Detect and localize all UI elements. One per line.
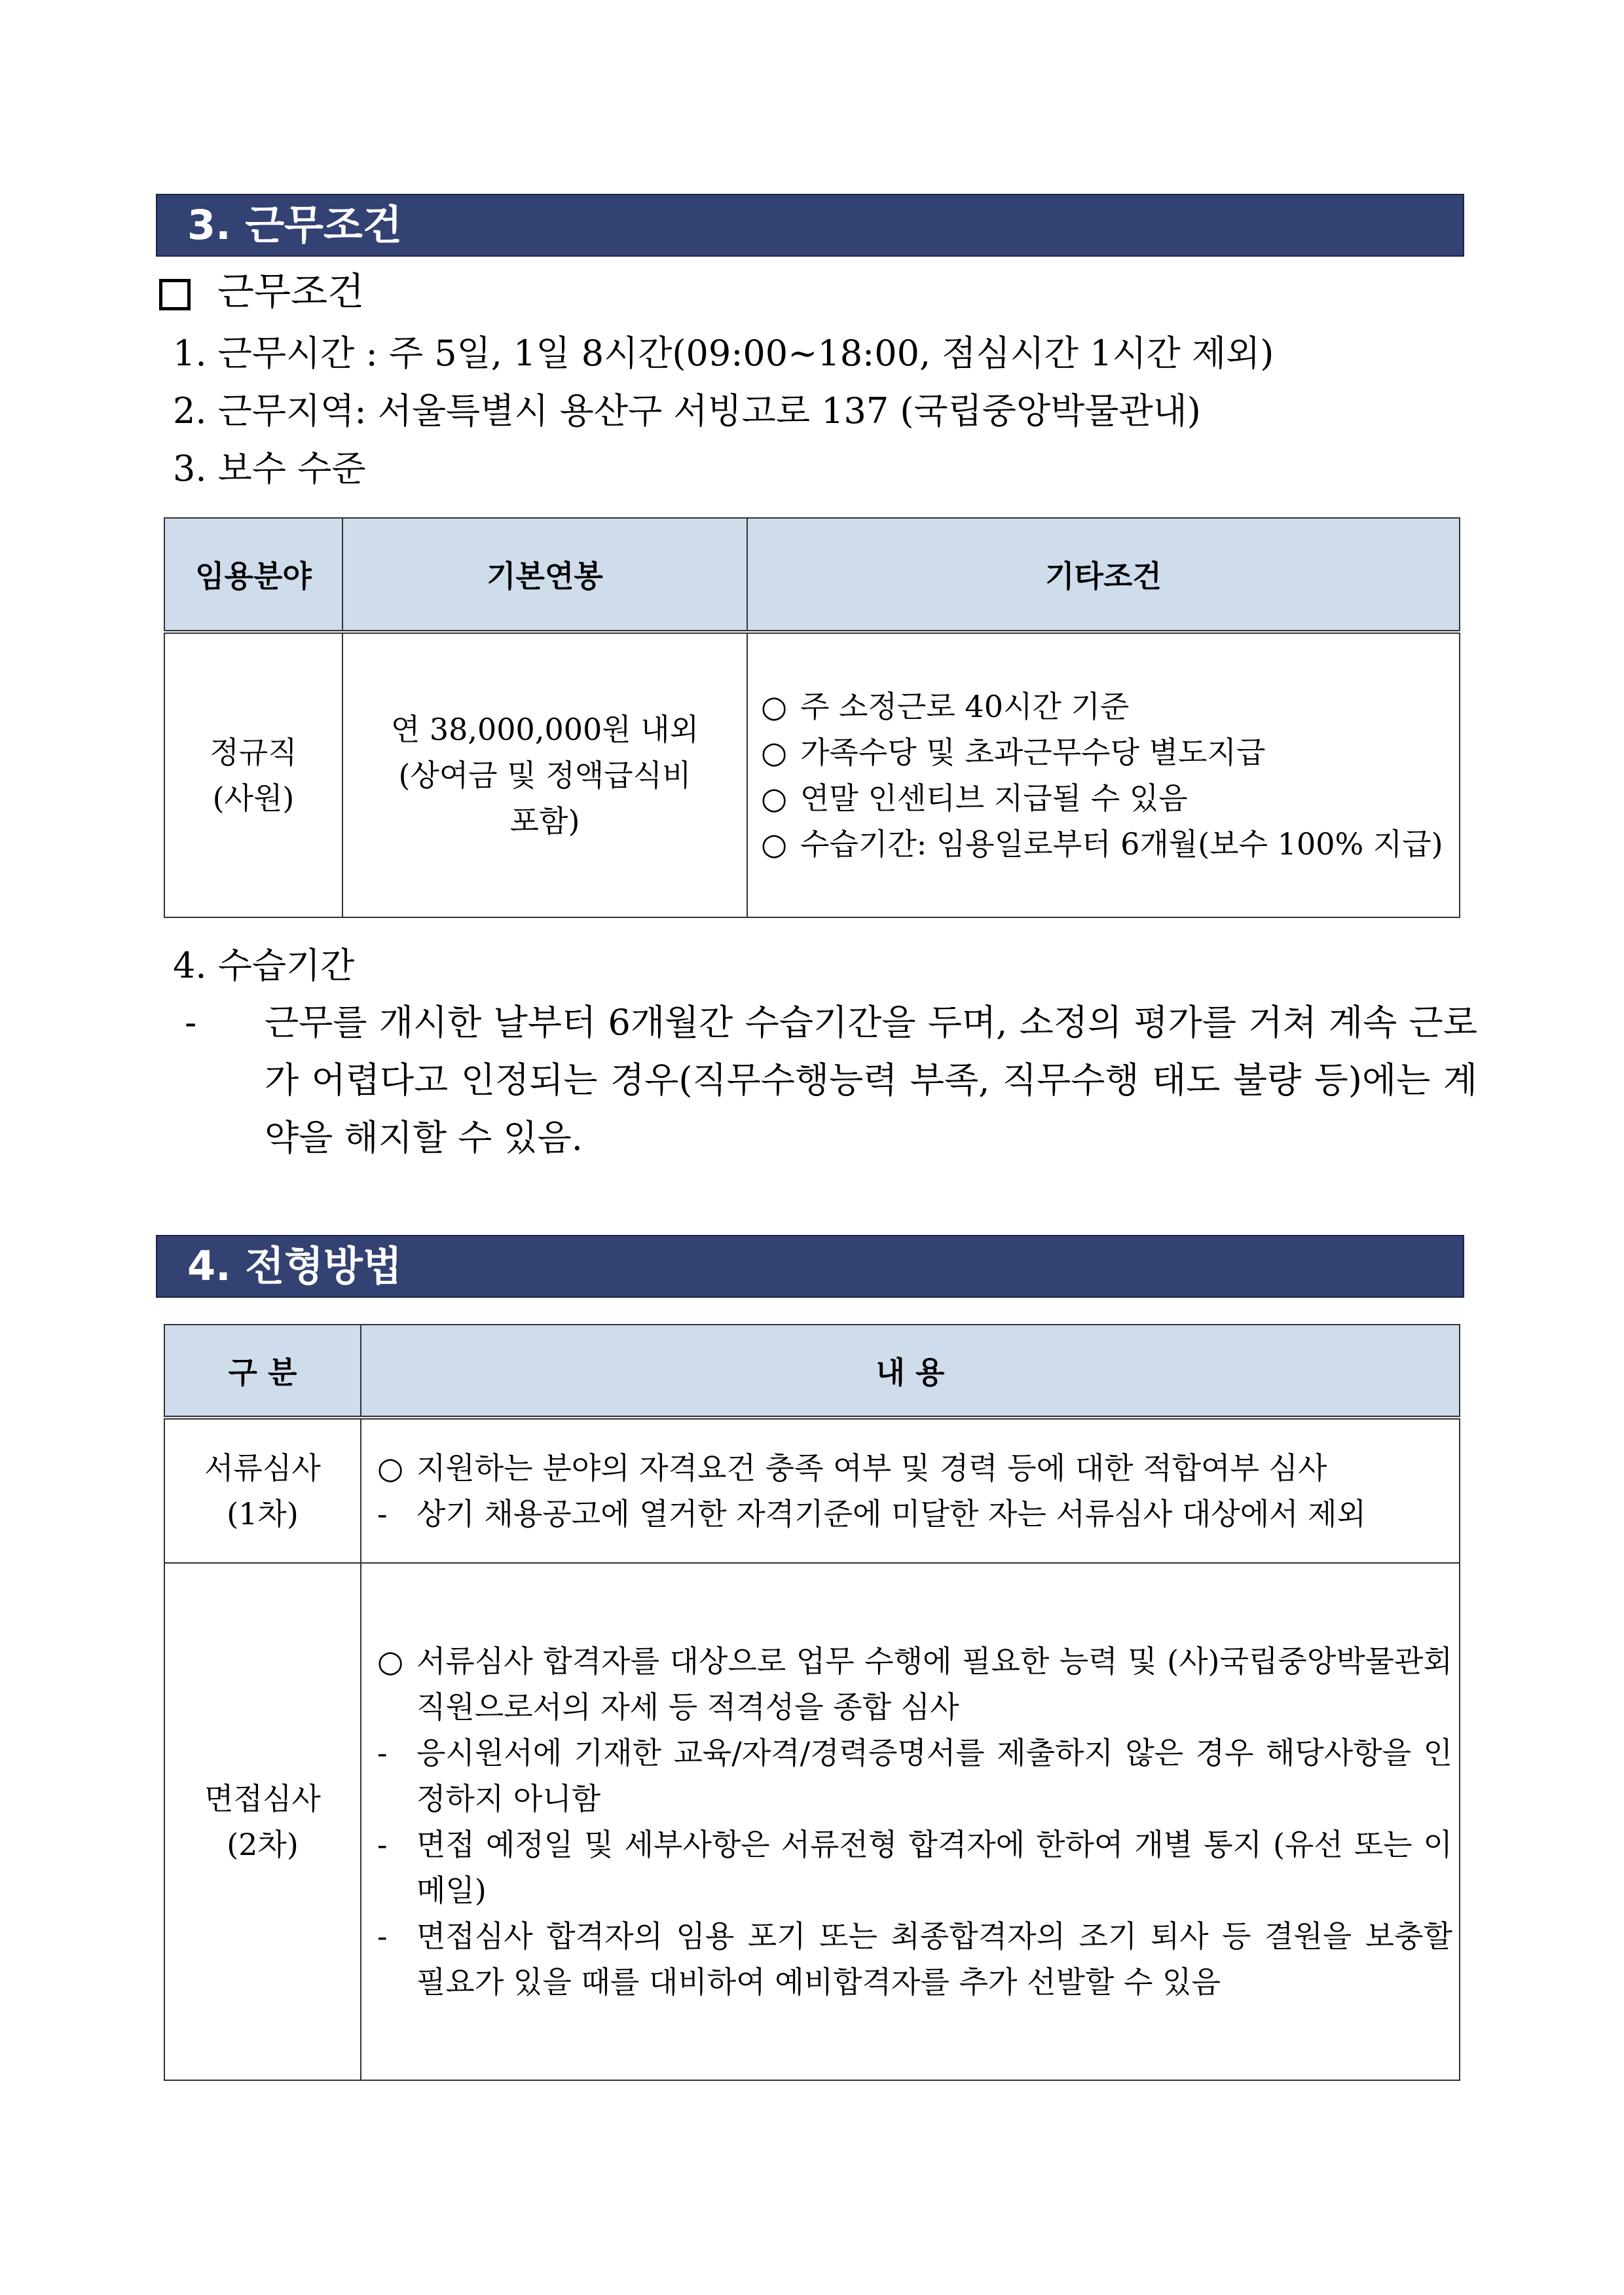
circle-bullet-icon: ○ [761,780,788,816]
header-content: 내 용 [361,1325,1460,1418]
condition-item: ○ 연말 인센티브 지급될 수 있음 [761,775,1459,821]
dash-bullet-icon: - [377,1827,388,1862]
detail-item: ○ 지원하는 분야의 자격요건 충족 여부 및 경력 등에 대한 적합여부 심사 [375,1445,1452,1491]
header-salary: 기본연봉 [342,518,747,632]
section-4-title: 4. 전형방법 [156,1235,1464,1298]
position-cell: 정규직 (사원) [164,632,342,917]
work-conditions-heading: 근무조건 [217,269,365,314]
salary-cell: 연 38,000,000원 내외 (상여금 및 정액급식비 포함) [342,632,747,917]
condition-item: ○ 주 소정근로 40시간 기준 [761,684,1459,729]
probation-text: 근무를 개시한 날부터 6개월간 수습기간을 두며, 소정의 평가를 거쳐 계속 근로가 어렵다고 인정되는 경우(직무수행능력 부족, 직무수행 태도 불량 등)에는 계약을 해지할 수 있음. [265,1002,1477,1158]
condition-item: ○ 가족수당 및 초과근무수당 별도지급 [761,729,1459,775]
work-location-item: 2. 근무지역: 서울특별시 용산구 서빙고로 137 (국립중앙박물관내) [173,390,1201,431]
conditions-list [748,684,1459,867]
detail-item: - 면접심사 합격자의 임용 포기 또는 최종합격자의 조기 퇴사 등 결원을 보충할 필요가 있을 때를 대비하여 예비합격자를 추가 선발할 수 있음 [375,1913,1452,2005]
checkbox-icon [159,279,191,310]
header-position: 임용분야 [164,518,342,632]
interview-details [361,1563,1460,2080]
stage-interview: 면접심사 (2차) [164,1563,361,2080]
work-hours-item: 1. 근무시간 : 주 5일, 1일 8시간(09:00~18:00, 점심시간 1시간 제외) [173,333,1274,374]
dash-bullet-icon: - [377,1496,388,1532]
document-review-details [361,1418,1460,1563]
header-category: 구 분 [164,1325,361,1418]
section-3-title: 3. 근무조건 [156,194,1464,257]
conditions-cell [747,632,1460,917]
dash-bullet-icon: - [377,1735,388,1771]
detail-item: - 상기 채용공고에 열거한 자격기준에 미달한 자는 서류심사 대상에서 제외 [375,1491,1452,1537]
header-conditions: 기타조건 [747,518,1460,632]
circle-bullet-icon: ○ [761,826,788,862]
probation-title: 4. 수습기간 [173,945,355,986]
stage-document-review: 서류심사 (1차) [164,1418,361,1563]
condition-item: ○ 수습기간: 임용일로부터 6개월(보수 100% 지급) [761,821,1459,867]
detail-item: - 면접 예정일 및 세부사항은 서류전형 합격자에 한하여 개별 통지 (유선 또는 이메일) [375,1822,1452,1913]
dash-bullet-icon: - [377,1919,388,1954]
detail-item: ○ 서류심사 합격자를 대상으로 업무 수행에 필요한 능력 및 (사)국립중앙박물관회 직원으로서의 자세 등 적격성을 종합 심사 [375,1638,1452,1730]
detail-item: - 응시원서에 기재한 교육/자격/경력증명서를 제출하지 않은 경우 해당사항을 인정하지 아니함 [375,1730,1452,1822]
circle-bullet-icon: ○ [377,1450,404,1486]
circle-bullet-icon: ○ [761,735,788,770]
circle-bullet-icon: ○ [377,1643,404,1679]
probation-dash-icon: - [185,1002,197,1043]
pay-table [164,517,1460,918]
pay-level-item: 3. 보수 수준 [173,448,366,489]
circle-bullet-icon: ○ [761,689,788,724]
selection-table [164,1324,1460,2081]
